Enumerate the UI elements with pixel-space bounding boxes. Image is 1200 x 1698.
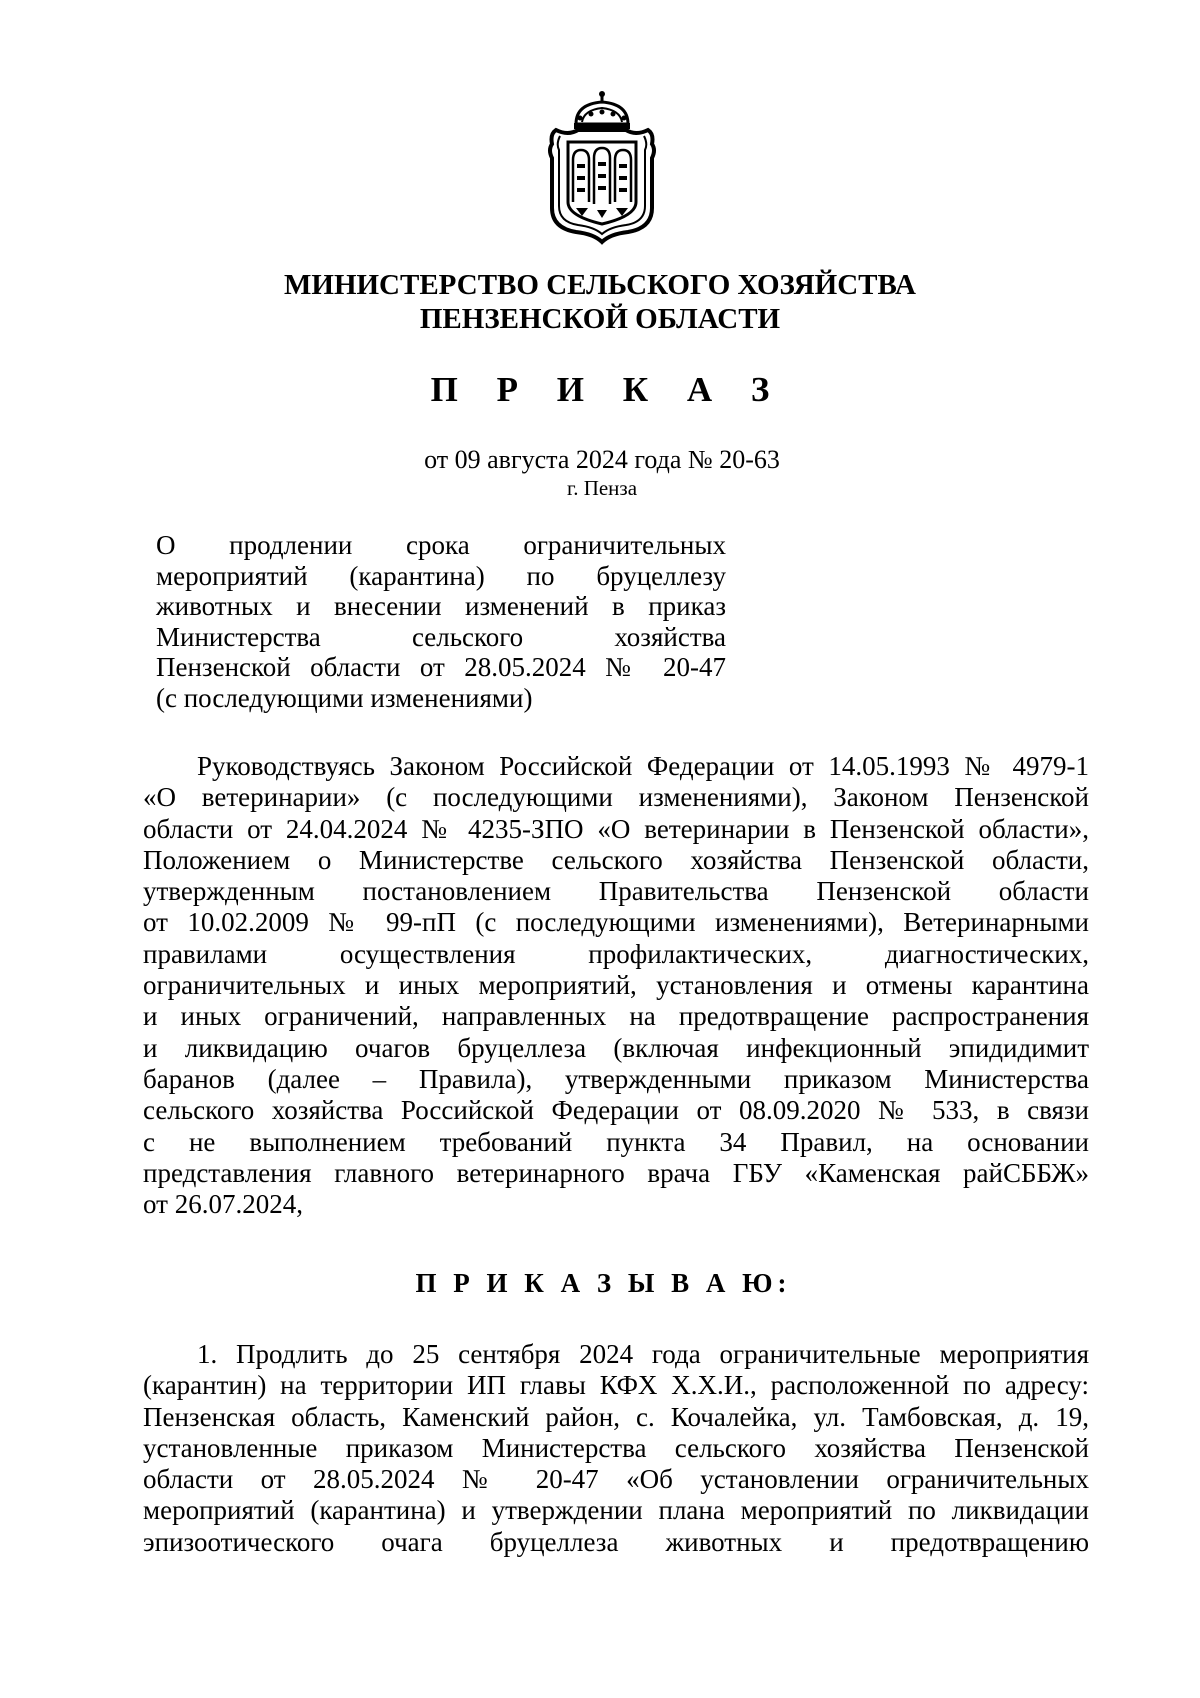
subject-line: животных и внесении изменений в приказ <box>156 591 726 622</box>
item-line: 1. Продлить до 25 сентября 2024 года ограничительные мероприятия <box>197 1339 1089 1369</box>
ministry-name-line2: ПЕНЗЕНСКОЙ ОБЛАСТИ <box>419 303 781 335</box>
document-type-title: П Р И К А З <box>430 370 785 409</box>
item-line: эпизоотического очага бруцеллеза животных и предотвращению <box>143 1526 1089 1557</box>
preamble-line: правилами осуществления профилактических, диагностических, <box>143 938 1089 969</box>
subject-line: мероприятий (карантина) по бруцеллезу <box>156 560 726 591</box>
subject-line: (с последующими изменениями) <box>156 682 533 713</box>
preamble-line: Руководствуясь Законом Российской Федерации от 14.05.1993 № 4979-1 <box>197 751 1089 781</box>
preamble-line: области от 24.04.2024 № 4235-ЗПО «О ветеринарии в Пензенской области», <box>143 813 1089 844</box>
preamble-line: с не выполнением требований пункта 34 Правил, на основании <box>143 1126 1089 1157</box>
preamble-line: баранов (далее – Правила), утвержденными приказом Министерства <box>143 1063 1089 1094</box>
ministry-name-line1: МИНИСТЕРСТВО СЕЛЬСКОГО ХОЗЯЙСТВА <box>284 269 916 301</box>
coat-of-arms-emblem <box>546 90 658 245</box>
subject-line: Пензенской области от 28.05.2024 № 20-47 <box>156 652 726 683</box>
order-subject <box>156 530 726 714</box>
preamble-line: «О ветеринарии» (с последующими изменениями), Законом Пензенской <box>143 782 1089 813</box>
preamble-line: от 26.07.2024, <box>143 1189 303 1220</box>
item-line: установленные приказом Министерства сельского хозяйства Пензенской <box>143 1432 1089 1463</box>
preamble-paragraph <box>143 751 1089 1220</box>
item-line: мероприятий (карантина) и утверждении плана мероприятий по ликвидации <box>143 1495 1089 1526</box>
preamble-line: утвержденным постановлением Правительства Пензенской области <box>143 876 1089 907</box>
ministry-name <box>0 268 1200 336</box>
item-line: (карантин) на территории ИП главы КФХ Х.Х.И., расположенной по адресу: <box>143 1370 1089 1401</box>
subject-line: Министерства сельского хозяйства <box>156 621 726 652</box>
preamble-line: и ликвидацию очагов бруцеллеза (включая инфекционный эпидидимит <box>143 1032 1089 1063</box>
directive-heading: П Р И К А З Ы В А Ю: <box>415 1268 792 1298</box>
order-item-1 <box>143 1339 1089 1558</box>
preamble-line: и иных ограничений, направленных на предотвращение распространения <box>143 1001 1089 1032</box>
subject-line: О продлении срока ограничительных <box>156 530 726 560</box>
preamble-line: ограничительных и иных мероприятий, установления и отмены карантина <box>143 970 1089 1001</box>
item-line: области от 28.05.2024 № 20-47 «Об установлении ограничительных <box>143 1464 1089 1495</box>
order-city: г. Пенза <box>566 476 638 500</box>
preamble-line: Положением о Министерстве сельского хозяйства Пензенской области, <box>143 844 1089 875</box>
item-line: Пензенская область, Каменский район, с. Кочалейка, ул. Тамбовская, д. 19, <box>143 1401 1089 1432</box>
preamble-line: от 10.02.2009 № 99-пП (с последующими изменениями), Ветеринарными <box>143 907 1089 938</box>
order-date-number: от 09 августа 2024 года № 20-63 <box>424 445 780 474</box>
preamble-line: сельского хозяйства Российской Федерации от 08.09.2020 № 533, в связи <box>143 1095 1089 1126</box>
preamble-line: представления главного ветеринарного врача ГБУ «Каменская райСББЖ» <box>143 1157 1089 1188</box>
